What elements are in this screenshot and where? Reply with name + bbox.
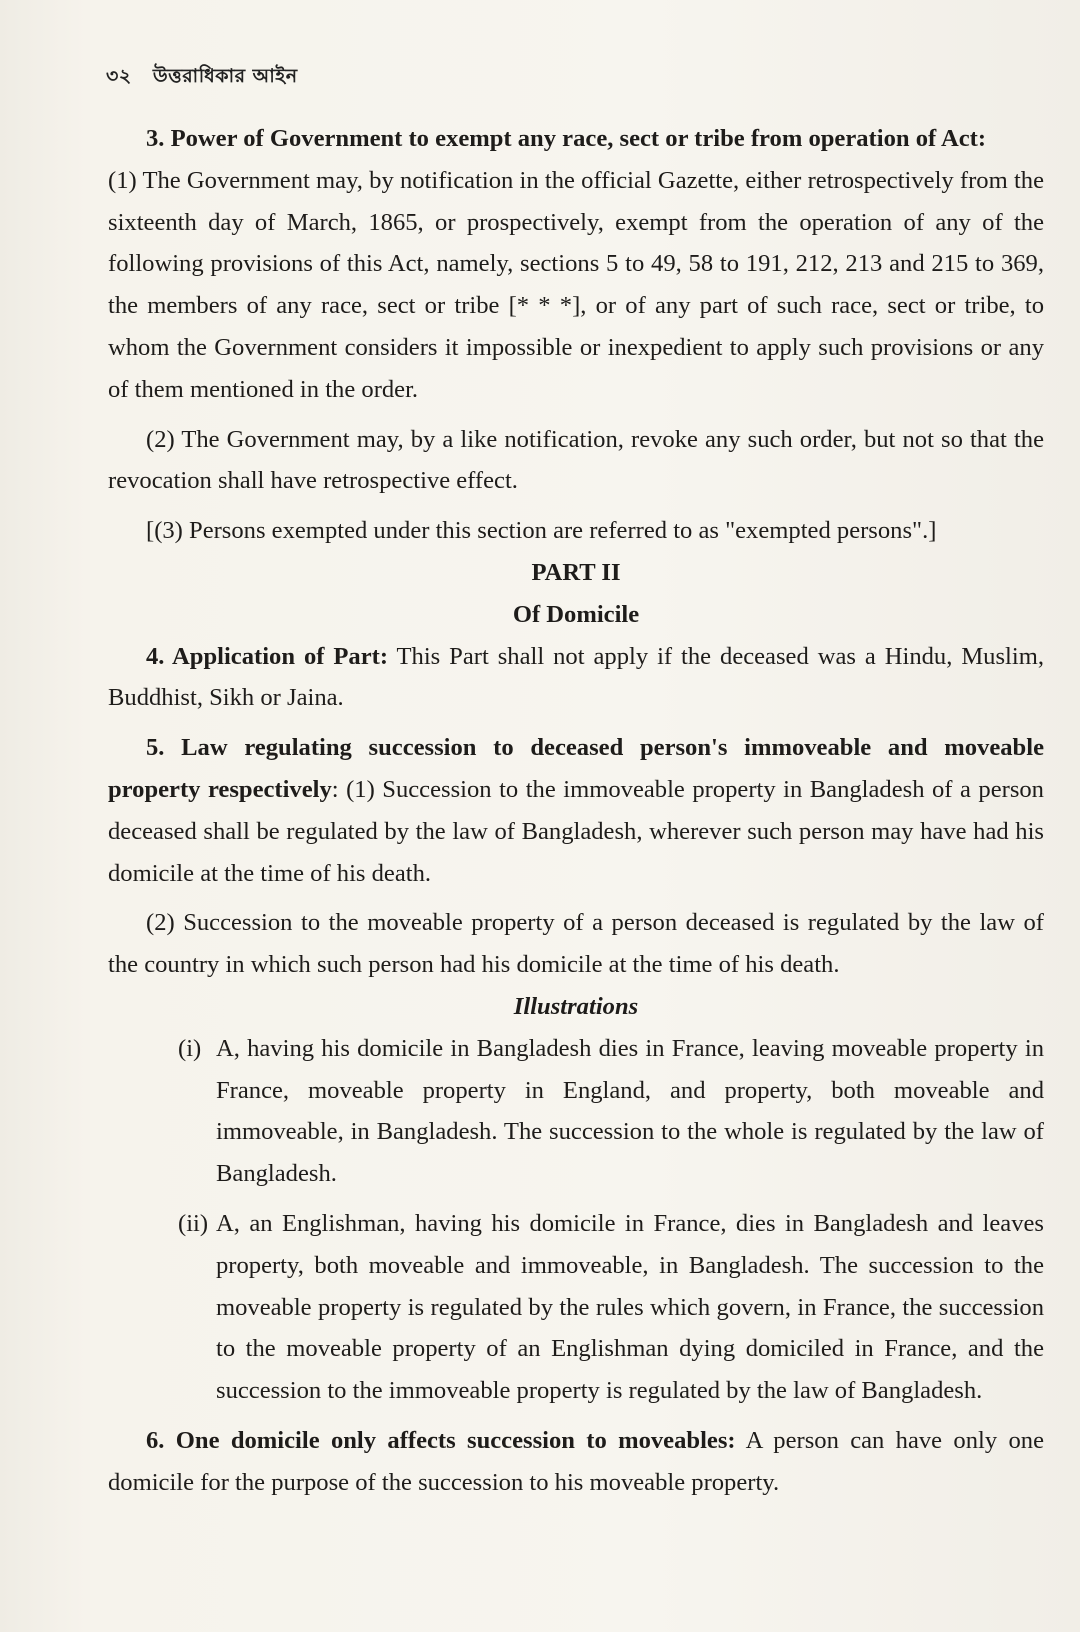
section-6 bbox=[108, 1420, 1044, 1504]
illustration-text: A, an Englishman, having his domicile in France, dies in Bangladesh and leaves property, both moveable and immoveable, in Bangladesh. The succession to the moveable property is regulated by the rules which govern, in France, the succession to the moveable property of an Englishman dying domiciled in France, and the succession to the immoveable property is regulated by the law of Bangladesh. bbox=[216, 1209, 1044, 1405]
running-title: উত্তরাধিকার আইন bbox=[152, 65, 298, 87]
illustration-number: (ii) bbox=[178, 1209, 209, 1237]
illustrations-title: Illustrations bbox=[513, 992, 639, 1020]
part-subtitle: Of Domicile bbox=[512, 600, 640, 628]
section-3-para-2: (2) The Government may, by a like notification, revoke any such order, but not so that the revocation shall have retrospective effect. bbox=[108, 425, 1044, 495]
illustration-item bbox=[178, 1028, 1044, 1195]
body-text bbox=[108, 118, 1044, 1504]
section-5-heading: 5. Law regulating succession to deceased person's immoveable and moveable property respectively bbox=[108, 734, 1044, 803]
illustration-text: A, having his domicile in Bangladesh dies in France, leaving moveable property in France, moveable property in England, and property, both moveable and immoveable, in Bangladesh. The succession to the whole is regulated by the law of Bangladesh. bbox=[216, 1034, 1044, 1188]
page-number: ৩২ bbox=[106, 65, 132, 87]
section-6-text: A person can have only one domicile for the purpose of the succession to his moveable property. bbox=[108, 1426, 1044, 1496]
section-4-heading: 4. Application of Part: bbox=[146, 642, 389, 670]
section-3-para-1: (1) The Government may, by notification in the official Gazette, either retrospectively from the sixteenth day of March, 1865, or prospectively, exempt from the operation of any of the following provisions of this Act, namely, sections 5 to 49, 58 to 191, 212, 213 and 215 to 369, the members of any race, sect or tribe [* * *], or of any part of such race, sect or tribe, to whom the Government considers it impossible or inexpedient to apply such provisions or any of them mentioned in the order. bbox=[108, 166, 1044, 403]
section-4 bbox=[108, 636, 1044, 720]
section-5-para-2: (2) Succession to the moveable property of a person deceased is regulated by the law of the country in which such person had his domicile at the time of his death. bbox=[108, 909, 1044, 979]
part-title: PART II bbox=[531, 558, 621, 586]
illustration-item bbox=[178, 1203, 1044, 1412]
section-3-heading: 3. Power of Government to exempt any race, sect or tribe from operation of Act: bbox=[146, 125, 987, 152]
illustration-number: (i) bbox=[178, 1034, 202, 1062]
section-6-heading: 6. One domicile only affects succession to moveables: bbox=[146, 1426, 736, 1454]
section-3-para-3: [(3) Persons exempted under this section are referred to as "exempted persons".] bbox=[146, 517, 937, 545]
section-4-text: This Part shall not apply if the deceased was a Hindu, Muslim, Buddhist, Sikh or Jaina. bbox=[108, 642, 1044, 712]
section-5-text: : (1) Succession to the immoveable property in Bangladesh of a person deceased shall be regulated by the law of Bangladesh, wherever such person may have had his domicile at the time of his death. bbox=[108, 775, 1044, 887]
section-5 bbox=[108, 727, 1044, 894]
page-header bbox=[106, 62, 298, 94]
